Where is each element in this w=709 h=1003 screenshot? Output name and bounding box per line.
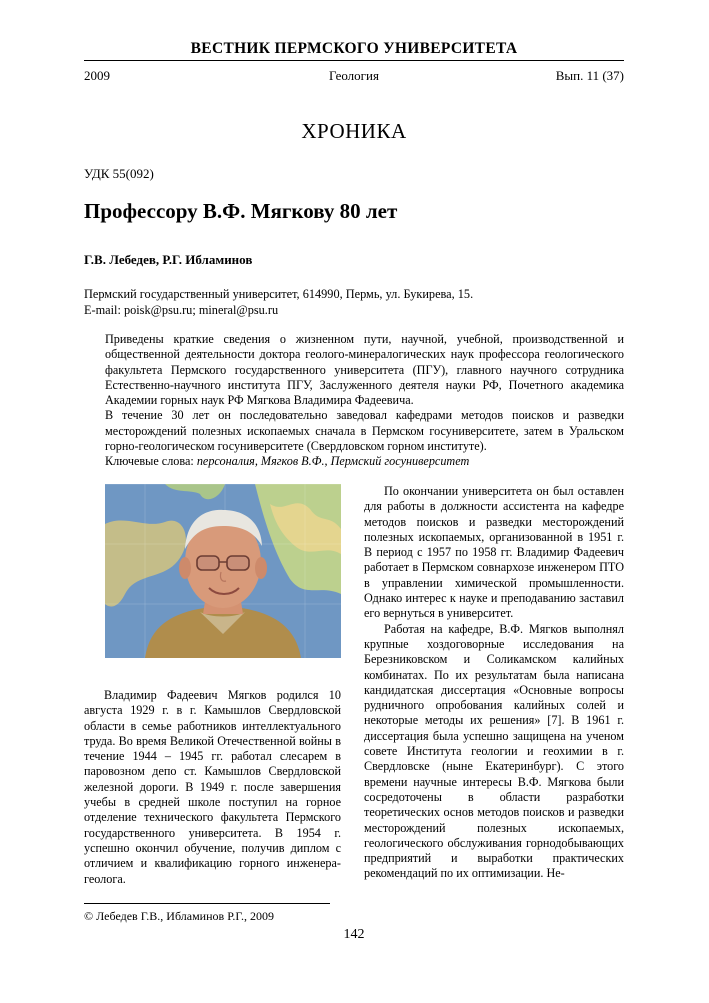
abstract <box>105 332 624 470</box>
body-column-left <box>84 688 341 887</box>
abstract-paragraph: Приведены краткие сведения о жизненном пути, научной, учебной, производственной и общественной деятельности доктора геолого-минералогических наук профессора геологического факультета Пермского государственного университета (ПГУ), главного научного сотрудника Естественно-научного института ПГУ, Заслуженного деятеля науки РФ, Почетного академика Академии горных наук РФ Мягкова Владимира Фадеевича. <box>105 332 624 408</box>
body-paragraph: Работая на кафедре, В.Ф. Мягков выполнял крупные хоздоговорные исследования на Березниковском и Соликамском калийных комбинатах. По их результатам была написана кандидатская диссертация «Основные вопросы рудничного опробования калийных солей и некоторые методы их решения» [7]. В 1961 г. диссертация была успешно защищена на ученом совете Института геологии и геохимии в г. Свердловске (ныне Екатеринбург). С этого времени научные интересы В.Ф. Мягкова были сосредоточены в области разработки теоретических основ методов поисков и разведки месторождений полезных ископаемых, геологического обслуживания горнодобывающих предприятий и выработки практических рекомендаций по их оптимизации. Не- <box>364 621 624 881</box>
section-heading: ХРОНИКА <box>301 119 407 143</box>
portrait-photo <box>105 484 341 658</box>
journal-title: ВЕСТНИК ПЕРМСКОГО УНИВЕРСИТЕТА <box>190 40 518 57</box>
page-number: 142 <box>343 927 365 942</box>
body-paragraph: По окончании университета он был оставлен для работы в должности ассистента на кафедре методов поисков и разведки месторождений полезных ископаемых, организованной в 1951 г. В период с 1957 по 1958 гг. Владимир Фадеевич работает в Пермском совнархозе инженером ПТО в управлении химической промышленности. Однако интерес к науке и преподаванию заставил его вернуться в университет. <box>364 484 624 621</box>
footnote-rule <box>84 903 330 904</box>
copyright-footnote: © Лебедев Г.В., Ибламинов Р.Г., 2009 <box>84 909 274 923</box>
affiliation-email: E-mail: poisk@psu.ru; mineral@psu.ru <box>84 302 279 317</box>
udk: УДК 55(092) <box>84 166 154 181</box>
keywords <box>105 454 624 469</box>
header-rule <box>84 60 624 61</box>
abstract-paragraph: В течение 30 лет он последовательно заведовал кафедрами методов поисков и разведки месторождений полезных ископаемых сначала в Пермском госуниверситете, затем в Уральском горно-геологическом госуниверситете (Свердловском горном институте). <box>105 408 624 454</box>
field: Геология <box>329 68 379 83</box>
body-paragraph: Владимир Фадеевич Мягков родился 10 августа 1929 г. в г. Камышлов Свердловской области в семье работников интеллектуального труда. Во время Великой Отечественной войны в течение 1944 – 1945 гг. работал слесарем в паровозном депо ст. Камышлов Свердловской железной дороги. В 1949 г. после завершения учебы в средней школе поступил на горное отделение технического факультета Пермского государственного университета. В 1954 г. успешно окончил обучение, получив диплом с отличием и квалификацию горного инженера-геолога. <box>84 688 341 886</box>
affiliation-address: Пермский государственный университет, 614990, Пермь, ул. Букирева, 15. <box>84 287 474 301</box>
portrait-image <box>105 484 341 658</box>
body-column-right <box>364 484 624 882</box>
authors: Г.В. Лебедев, Р.Г. Ибламинов <box>84 252 253 267</box>
keywords-list: персоналия, Мягков В.Ф., Пермский госуниверситет <box>196 454 470 469</box>
year: 2009 <box>84 68 110 83</box>
affiliation <box>84 287 624 318</box>
issue: Вып. 11 (37) <box>555 68 624 83</box>
keywords-label: Ключевые слова: <box>105 454 194 469</box>
article-title: Профессору В.Ф. Мягкову 80 лет <box>84 199 398 223</box>
